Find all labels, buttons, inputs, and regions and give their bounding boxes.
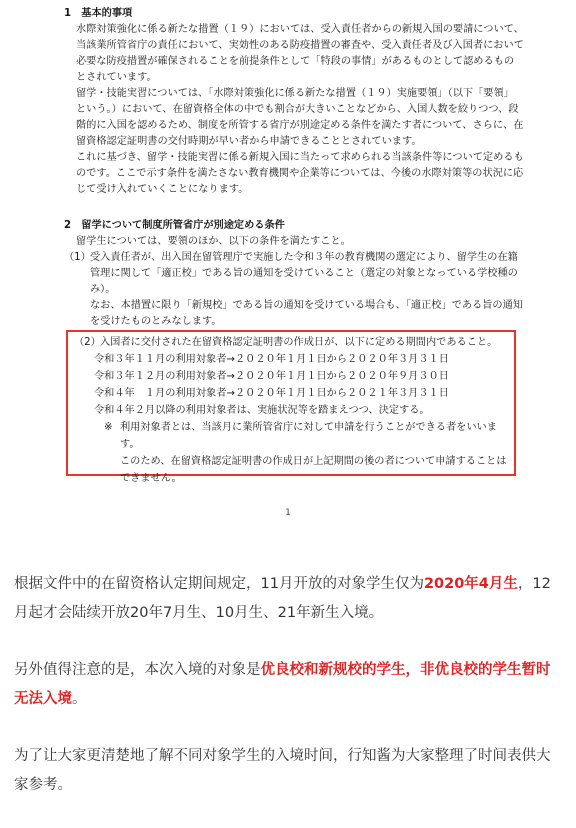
p1-text-end: ，12月起才会陆续开放20年7月生、10月生、21年新生入境。 [14, 576, 551, 621]
period-line: 令和３年１２月の利用対象者→２０２０年１月１日から２０２０年９月３０日 [94, 371, 449, 382]
section-2-intro: 留学生については、要領のほか、以下の条件を満たすこと。 [76, 236, 351, 247]
p1-text: 根据文件中的在留资格认定期间规定，11月开放的对象学生仅为 [14, 576, 424, 592]
page-number: 1 [285, 508, 291, 518]
item-2-note-2: このため、在留資格認定証明書の作成日が上記期間の後の者について申請することはできません。 [120, 456, 507, 484]
section-1-title: 1 基本的事項 [64, 8, 133, 19]
document-body [64, 6, 524, 330]
section-1-paragraph-1: 水際対策強化に係る新たな措置（１９）においては、受入責任者からの新規入国の要請について、当該業所管省庁の責任において、実効性のある防疫措置の審査や、受入責任者及び入国者において必要な防疫措置が確保されることを前提条件として「特段の事情」があるものとして認めるものとされています。 [76, 24, 524, 83]
item-2-number: （2） [74, 337, 101, 348]
period-line: 令和４年 １月の利用対象者→２０２０年１月１日から２０２１年３月３１日 [94, 388, 449, 399]
item-2 [74, 334, 514, 487]
note-mark: ※ [104, 422, 113, 433]
section-2-title: 2 留学について制度所管省庁が別途定める条件 [64, 220, 285, 231]
section-1-paragraph-3: これに基づき、留学・技能実習に係る新規入国に当たって求められる当該条件等について定めるものです。ここで示す条件を満たさない教育機関や企業等については、今後の水際対策等の状況に応じて受け入れていくことになります。 [76, 152, 524, 195]
p2-text-end: 。 [72, 691, 87, 707]
item-1-note: なお、本措置に限り「新規校」である旨の通知を受けている場合も、「適正校」である旨の通知を受けたものとみなします。 [90, 300, 523, 327]
period-line: 令和４年２月以降の利用対象者は、実施状況等を踏まえつつ、決定する。 [94, 405, 430, 416]
item-2-text: 入国者に交付された在留資格認定証明書の作成日が、以下に定める期間内であること。 [100, 337, 498, 348]
article-body [14, 570, 564, 828]
article-paragraph-1 [14, 570, 564, 628]
item-1-number: （1） [64, 252, 91, 263]
article-paragraph-2 [14, 656, 564, 714]
article-paragraph-3: 为了让大家更清楚地了解不同对象学生的入境时间，行知酱为大家整理了时间表供大家参考。 [14, 748, 551, 793]
item-1 [64, 250, 524, 298]
section-1-paragraph-2: 留学・技能実習については、「水際対策強化に係る新たな措置（１９）実施要領」（以下「要領」という。）において、在留資格全体の中でも割合が大きいことなどから、入国人数を絞りつつ、段階的に入国を認めるため、制度を所管する省庁が別途定める条件を満たす者について、さらに、在留資格認定証明書の交付時期が早い者から申請できることとされています。 [76, 88, 524, 147]
item-2-note: 利用対象者とは、当該月に業所管省庁に対して申請を行うことができる者をいいます。 [120, 422, 497, 450]
item-1-text: 受入責任者が、出入国在留管理庁で実施した令和３年の教育機関の選定により、留学生の在籍管理に関して「適正校」である旨の通知を受けていること（選定の対象となっている学校種のみ）。 [90, 252, 518, 295]
p2-text: 另外值得注意的是，本次入境的对象是 [14, 662, 261, 678]
period-line: 令和３年１１月の利用対象者→２０２０年１月１日から２０２０年３月３１日 [94, 354, 449, 365]
p1-highlight: 2020年4月生 [423, 576, 518, 592]
p2-highlight: 优良校和新规校的学生，非优良校的学生暂时无法入境 [14, 662, 551, 707]
